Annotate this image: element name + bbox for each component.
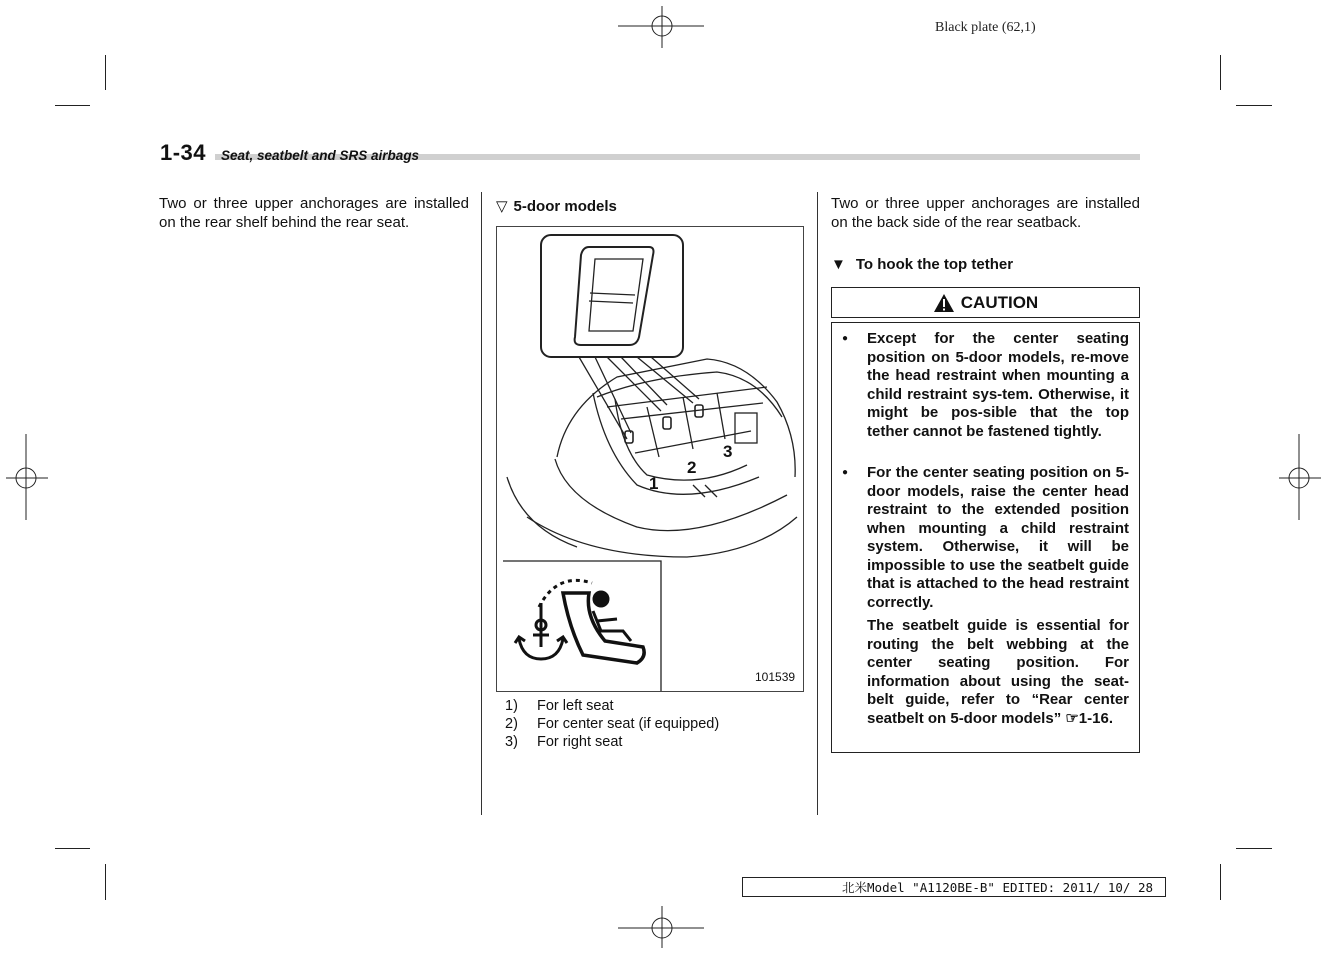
caution-note-text: The seatbelt guide is essential for routing the belt webbing at the center seating position. For information about using the seat-belt guide, refer to “Rear center seatbelt on 5-door models” ☞1-16.	[867, 617, 1129, 727]
figure-heading	[496, 197, 617, 215]
caution-header	[831, 287, 1140, 318]
crop-mark	[1236, 105, 1272, 106]
bullet: ●	[842, 467, 849, 478]
footer-edit-stamp: 北米Model "A1120BE-B" EDITED: 2011/ 10/ 28	[742, 877, 1166, 897]
anchorage-figure	[496, 226, 804, 692]
child-seat-anchor-icon	[515, 580, 644, 663]
crop-mark	[105, 864, 106, 900]
registration-mark-right	[1277, 434, 1323, 522]
caution-title: CAUTION	[960, 292, 1039, 312]
column-divider	[481, 192, 482, 815]
legend-item	[505, 697, 719, 715]
legend-text: For left seat	[537, 698, 614, 714]
legend-item	[505, 715, 719, 733]
figure-legend	[505, 697, 719, 751]
callout-2: 2	[687, 458, 697, 477]
crop-mark	[55, 105, 90, 106]
cargo-area-illustration	[497, 227, 803, 691]
crop-mark	[1220, 864, 1221, 900]
heading-marker: ▽	[496, 198, 508, 215]
right-paragraph: Two or three upper anchorages are installed on the back side of the rear seatback.	[831, 195, 1140, 231]
plate-label: Black plate (62,1)	[935, 20, 1036, 35]
left-paragraph: Two or three upper anchorages are installed on the rear shelf behind the rear seat.	[159, 195, 469, 231]
legend-number: 2)	[505, 716, 518, 732]
legend-text: For right seat	[537, 734, 623, 750]
section-title: Seat, seatbelt and SRS airbags	[221, 148, 420, 163]
callout-3: 3	[723, 442, 733, 461]
legend-item	[505, 733, 719, 751]
tether-subheading	[831, 256, 1013, 273]
caution-box	[831, 322, 1140, 753]
legend-number: 3)	[505, 734, 518, 750]
page-number: 1-34	[160, 140, 207, 165]
crop-mark	[1236, 848, 1272, 849]
subheading-marker: ▼	[831, 256, 846, 273]
registration-mark-bottom	[618, 906, 708, 950]
caution-item-text: For the center seating position on 5-door models, raise the center head restraint to the extended position when mounting a child restraint system. Otherwise, it will be impossible to use the seatbelt guide that is attached to the head restraint correctly.	[867, 464, 1129, 611]
callout-1: 1	[649, 474, 659, 493]
legend-number: 1)	[505, 698, 518, 714]
subheading-text: To hook the top tether	[855, 256, 1014, 273]
column-divider	[817, 192, 818, 815]
legend-text: For center seat (if equipped)	[537, 716, 720, 732]
registration-mark-left	[4, 434, 50, 522]
bullet: ●	[842, 333, 849, 344]
registration-mark-top	[618, 4, 708, 48]
figure-id: 101539	[755, 670, 796, 684]
crop-mark	[1220, 55, 1221, 90]
crop-mark	[55, 848, 90, 849]
warning-triangle-icon	[933, 293, 955, 313]
crop-mark	[105, 55, 106, 90]
caution-item-text: Except for the center seating position on 5-door models, re-move the head restraint when mounting a child restraint sys-tem. Otherwise, it might be pos-sible that the top tether cannot be fastened tightly.	[867, 330, 1129, 440]
figure-heading-text: 5-door models	[513, 198, 617, 215]
